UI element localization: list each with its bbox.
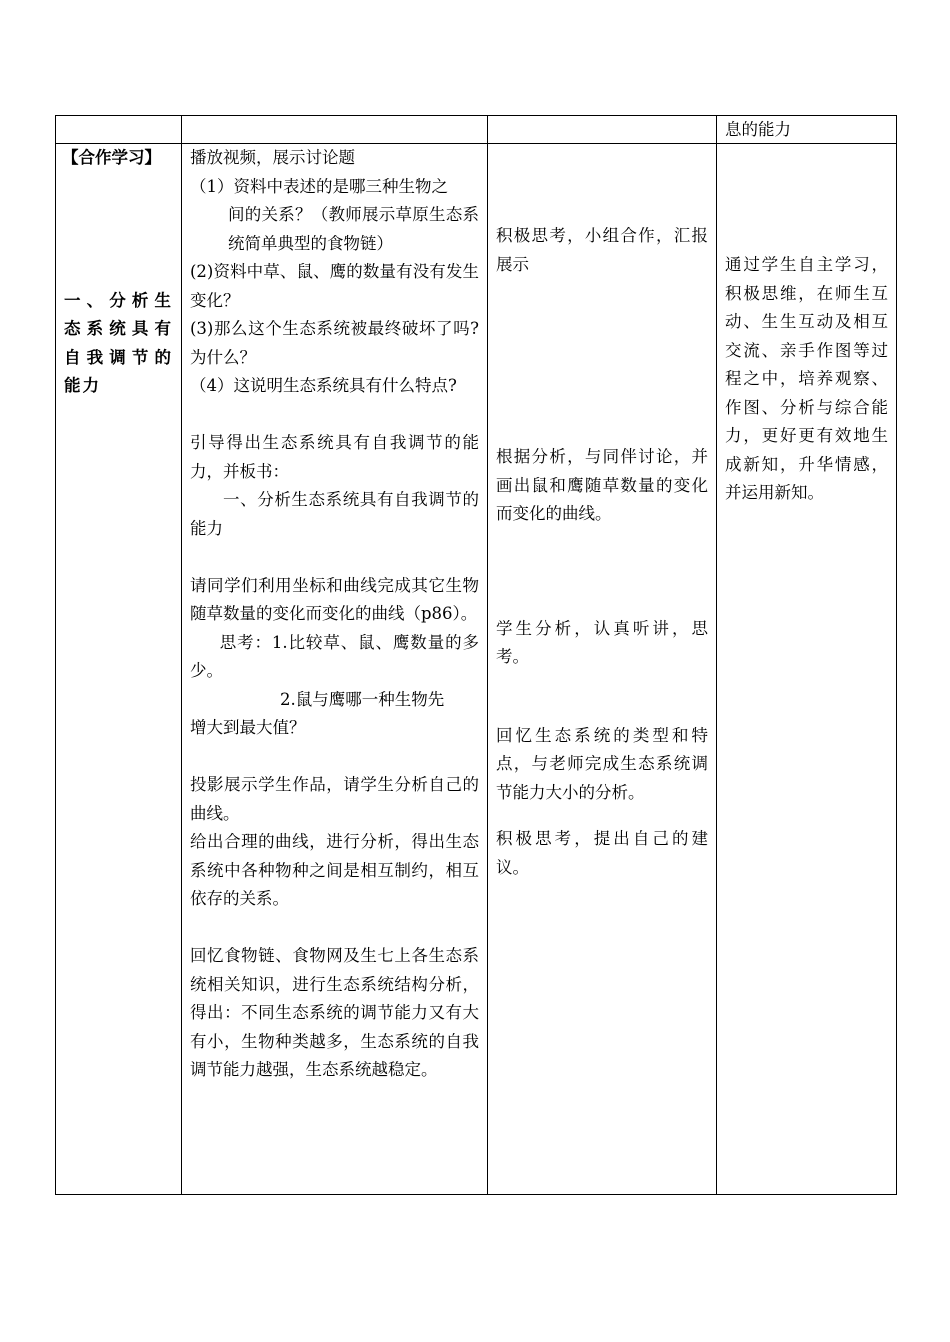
student-activity-3: 学生分析，认真听讲，思考。 bbox=[496, 618, 708, 666]
question-4: （4）这说明生态系统具有什么特点? bbox=[190, 376, 457, 395]
stage-label: 【合作学习】 bbox=[62, 148, 161, 167]
question-1a: （1）资料中表述的是哪三种生物之 bbox=[190, 176, 448, 196]
think-1: 思考：1.比较草、鼠、鹰数量的多少。 bbox=[190, 632, 479, 680]
curve-analysis: 给出合理的曲线，进行分析，得出生态系统中各种物种之间是相互制约，相互依存的关系。 bbox=[190, 832, 479, 908]
think-2a: 2.鼠与鹰哪一种生物先 bbox=[280, 689, 445, 709]
cell-objective-top bbox=[717, 116, 897, 144]
cell-student-top bbox=[488, 116, 717, 144]
student-activity-2: 根据分析，与同伴讨论，并画出鼠和鹰随草数量的变化而变化的曲线。 bbox=[496, 447, 708, 523]
cell-teacher-top bbox=[182, 116, 488, 144]
student-activity-4: 回忆生态系统的类型和特点，与老师完成生态系统调节能力大小的分析。 bbox=[496, 725, 708, 802]
show-works: 投影展示学生作品，请学生分析自己的曲线。 bbox=[190, 775, 479, 823]
question-2: (2)资料中草、鼠、鹰的数量有没有发生变化？ bbox=[190, 262, 479, 310]
teacher-intro: 播放视频，展示讨论题 bbox=[190, 148, 355, 167]
cell-stage-top bbox=[56, 116, 182, 144]
curve-task: 请同学们利用坐标和曲线完成其它生物随草数量的变化而变化的曲线（p86）。 bbox=[190, 575, 479, 623]
board-note: 一、分析生态系统具有自我调节的能力 bbox=[190, 490, 479, 538]
cell-objective bbox=[717, 144, 897, 1195]
student-activity-5: 积极思考，提出自己的建议。 bbox=[496, 829, 708, 877]
table-row bbox=[56, 116, 897, 144]
student-activity-1: 积极思考，小组合作，汇报展示 bbox=[496, 226, 708, 274]
structure-recall: 回忆食物链、食物网及生七上各生态系统相关知识，进行生态系统结构分析，得出：不同生态系统的调节能力又有大有小，生物种类越多，生态系统的自我调节能力越强，生态系统越稳定。 bbox=[190, 946, 479, 1079]
objective-tail: 息的能力 bbox=[725, 120, 791, 139]
teacher-guide: 引导得出生态系统具有自我调节的能力，并板书： bbox=[190, 433, 479, 481]
section-title: 一、分析生态系统具有自我调节的能力 bbox=[64, 290, 173, 395]
think-2b: 增大到最大值？ bbox=[190, 718, 306, 737]
table-row bbox=[56, 144, 897, 1195]
lesson-plan-table bbox=[55, 115, 897, 1195]
design-intent: 通过学生自主学习，积极思维，在师生互动、生生互动及相互交流、亲手作图等过程之中，培养观察、作图、分析与综合能力，更好更有效地生成新知，升华情感，并运用新知。 bbox=[725, 255, 888, 502]
question-1b: 间的关系？（教师展示草原生态系统简单典型的食物链） bbox=[228, 205, 479, 253]
cell-stage bbox=[56, 144, 182, 1195]
cell-teacher-activity bbox=[182, 144, 488, 1195]
cell-student-activity bbox=[488, 144, 717, 1195]
question-3: (3)那么这个生态系统被最终破坏了吗?为什么？ bbox=[190, 319, 479, 367]
